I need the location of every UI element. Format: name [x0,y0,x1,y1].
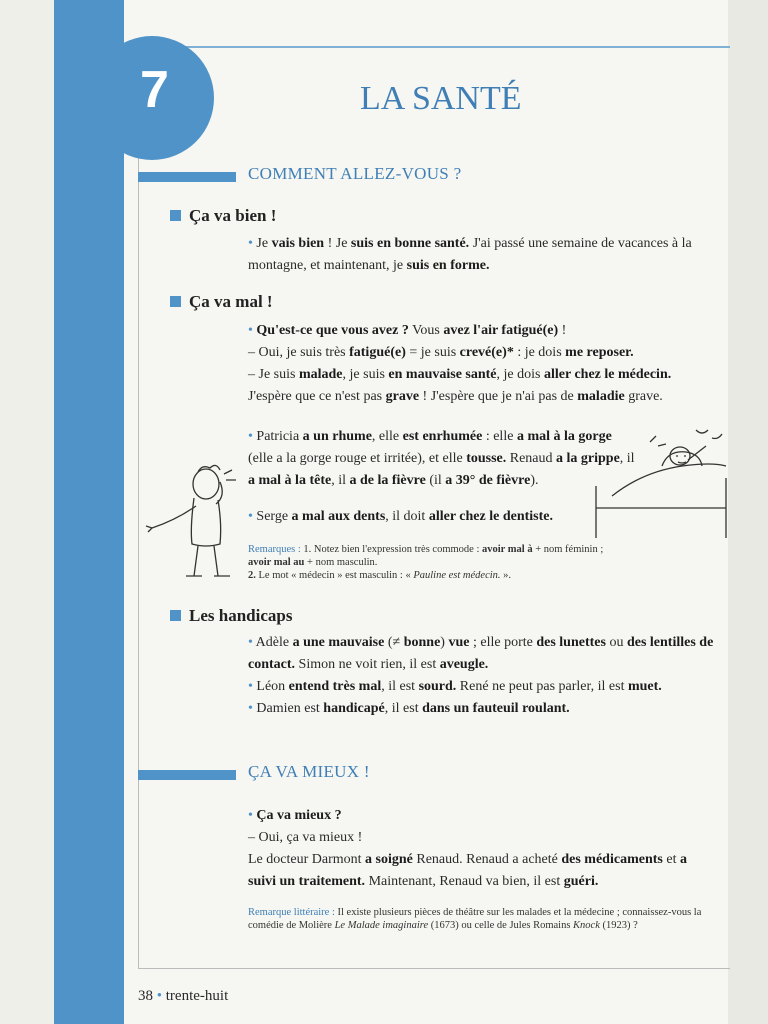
chapter-side-bar [54,0,124,1024]
footer-bullet: • [156,988,163,1004]
section-bar [138,770,236,780]
page-margin-left [0,0,54,1024]
section-title: COMMENT ALLEZ-VOUS ? [248,164,462,183]
note-remarques: Remarques : 1. Notez bien l'expression très commode : avoir mal à + nom féminin ; avoir mal au + nom masculin. 2. Le mot « médecin » est masculin : « Pauline est médecin. ». [248,544,604,581]
page-footer [138,988,228,1005]
square-bullet-icon [170,210,181,221]
page-margin-right [728,0,768,1024]
paragraph-patricia: • Patricia a un rhume, elle est enrhumée : elle a mal à la gorge (elle a la gorge rouge et irritée), et elle tousse. Renaud a la grippe, il a mal à la tête, il a de la fièvre (il a 39° de fièvre). [248,429,635,488]
paragraph-ca-va-bien: • Je vais bien ! Je suis en bonne santé. J'ai passé une semaine de vacances à la montagne, et maintenant, je suis en forme. [248,236,692,273]
square-bullet-icon [170,610,181,621]
subheading-ca-va-bien: Ça va bien ! [170,206,276,226]
frame-left-rule [138,46,139,968]
square-bullet-icon [170,296,181,307]
paragraph-ca-va-mal: • Qu'est-ce que vous avez ? Vous avez l'air fatigué(e) ! – Oui, je suis très fatigué(e) = je suis crevé(e)* : je dois me reposer. – Je suis malade, je suis en mauvaise santé, je dois aller chez le médecin. J'espère que ce n'est pas grave ! J'espère que je n'ai pas de maladie grave. [248,323,672,404]
chapter-number: 7 [140,61,169,119]
section-bar [138,172,236,182]
frame-bottom-rule [138,968,730,969]
page-word: trente-huit [165,988,229,1004]
paragraph-ca-va-mieux: • Ça va mieux ? – Oui, ça va mieux ! Le docteur Darmont a soigné Renaud. Renaud a acheté des médicaments et a suivi un traitement. Maintenant, Renaud va bien, il est guéri. [248,808,687,889]
frame-top-rule [124,46,730,48]
subheading-handicaps: Les handicaps [170,606,292,626]
man-toothache-illustration [144,458,240,582]
page-number: 38 [138,988,153,1004]
paragraph-serge: • Serge a mal aux dents, il doit aller chez le dentiste. [248,509,553,524]
sick-in-bed-illustration [592,426,732,542]
section-title: ÇA VA MIEUX ! [248,762,370,781]
subheading-ca-va-mal: Ça va mal ! [170,292,273,312]
chapter-title: LA SANTÉ [360,80,522,117]
note-litteraire: Remarque littéraire : Il existe plusieurs pièces de théâtre sur les malades et la médecine ; connaissez-vous la comédie de Molière Le Malade imaginaire (1673) ou celle de Jules Romains Knock (1923) ? [248,907,702,931]
paragraph-handicaps: • Adèle a une mauvaise (≠ bonne) vue ; elle porte des lunettes ou des lentilles de contact. Simon ne voit rien, il est aveugle. • Léon entend très mal, il est sourd. René ne peut pas parler, il est muet. • Damien est handicapé, il est dans un fauteuil roulant. [248,635,714,716]
